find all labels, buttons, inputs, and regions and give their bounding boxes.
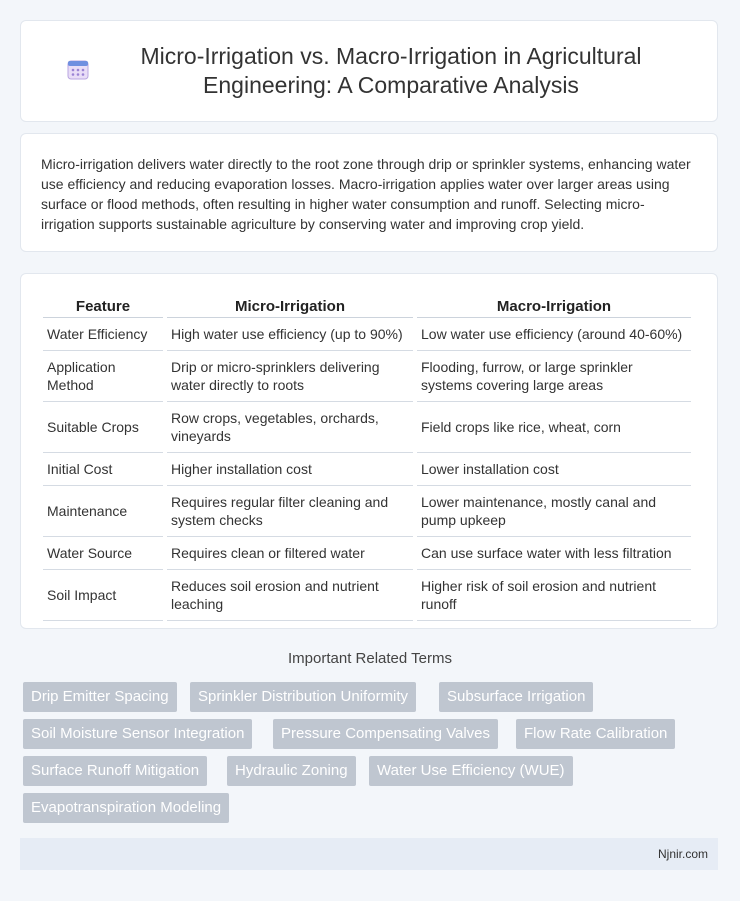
term-tag[interactable]: Evapotranspiration Modeling	[23, 793, 229, 823]
row-feature: Water Source	[43, 537, 163, 570]
footer	[20, 838, 718, 870]
term-tag[interactable]: Surface Runoff Mitigation	[23, 756, 207, 786]
calendar-icon	[67, 58, 89, 80]
row-macro: Can use surface water with less filtration	[417, 537, 691, 570]
title-wrap	[67, 42, 671, 100]
row-feature: Water Efficiency	[43, 318, 163, 351]
table-row	[43, 318, 691, 351]
term-tag[interactable]: Subsurface Irrigation	[439, 682, 593, 712]
table-row	[43, 453, 691, 486]
table-row	[43, 486, 691, 537]
row-feature: Initial Cost	[43, 453, 163, 486]
page-title: Micro-Irrigation vs. Macro-Irrigation in Agricultural Engineering: A Comparative Analysis	[140, 43, 642, 98]
comparison-table	[39, 294, 695, 621]
row-macro: Lower installation cost	[417, 453, 691, 486]
row-macro: Field crops like rice, wheat, corn	[417, 402, 691, 453]
header-micro: Micro-Irrigation	[167, 294, 413, 318]
term-tag[interactable]: Sprinkler Distribution Uniformity	[190, 682, 416, 712]
row-macro: Flooding, furrow, or large sprinkler systems covering large areas	[417, 351, 691, 402]
row-micro: Higher installation cost	[167, 453, 413, 486]
term-tag[interactable]: Pressure Compensating Valves	[273, 719, 498, 749]
term-tag[interactable]: Drip Emitter Spacing	[23, 682, 177, 712]
table-row	[43, 537, 691, 570]
header-feature: Feature	[43, 294, 163, 318]
row-macro: Lower maintenance, mostly canal and pump upkeep	[417, 486, 691, 537]
row-feature: Suitable Crops	[43, 402, 163, 453]
footer-site[interactable]: Njnir.com	[657, 847, 708, 861]
row-feature: Soil Impact	[43, 570, 163, 621]
row-macro: Higher risk of soil erosion and nutrient runoff	[417, 570, 691, 621]
row-micro: High water use efficiency (up to 90%)	[167, 318, 413, 351]
term-tag[interactable]: Hydraulic Zoning	[227, 756, 356, 786]
table-row	[43, 402, 691, 453]
table-row	[43, 570, 691, 621]
row-micro: Requires regular filter cleaning and system checks	[167, 486, 413, 537]
row-macro: Low water use efficiency (around 40-60%)	[417, 318, 691, 351]
row-micro: Reduces soil erosion and nutrient leaching	[167, 570, 413, 621]
table-row	[43, 351, 691, 402]
term-tag[interactable]: Soil Moisture Sensor Integration	[23, 719, 252, 749]
term-tag[interactable]: Water Use Efficiency (WUE)	[369, 756, 573, 786]
row-feature: Application Method	[43, 351, 163, 402]
row-micro: Row crops, vegetables, orchards, vineyards	[167, 402, 413, 453]
related-terms-title: Important Related Terms	[288, 650, 452, 667]
header-macro: Macro-Irrigation	[417, 294, 691, 318]
row-micro: Drip or micro-sprinklers delivering water directly to roots	[167, 351, 413, 402]
row-micro: Requires clean or filtered water	[167, 537, 413, 570]
intro-text: Micro-irrigation delivers water directly to the root zone through drip or sprinkler systems, enhancing water use efficiency and reducing evaporation losses. Macro-irrigation applies water over larger areas using surface or flood methods, often resulting in higher water consumption and runoff. Selecting micro-irrigation supports sustainable agriculture by conserving water and improving crop yield.	[41, 156, 691, 232]
table-header-row	[43, 294, 691, 318]
title-card	[20, 20, 718, 122]
term-tag[interactable]: Flow Rate Calibration	[516, 719, 675, 749]
row-feature: Maintenance	[43, 486, 163, 537]
intro-card	[20, 133, 718, 252]
comparison-card	[20, 273, 718, 629]
